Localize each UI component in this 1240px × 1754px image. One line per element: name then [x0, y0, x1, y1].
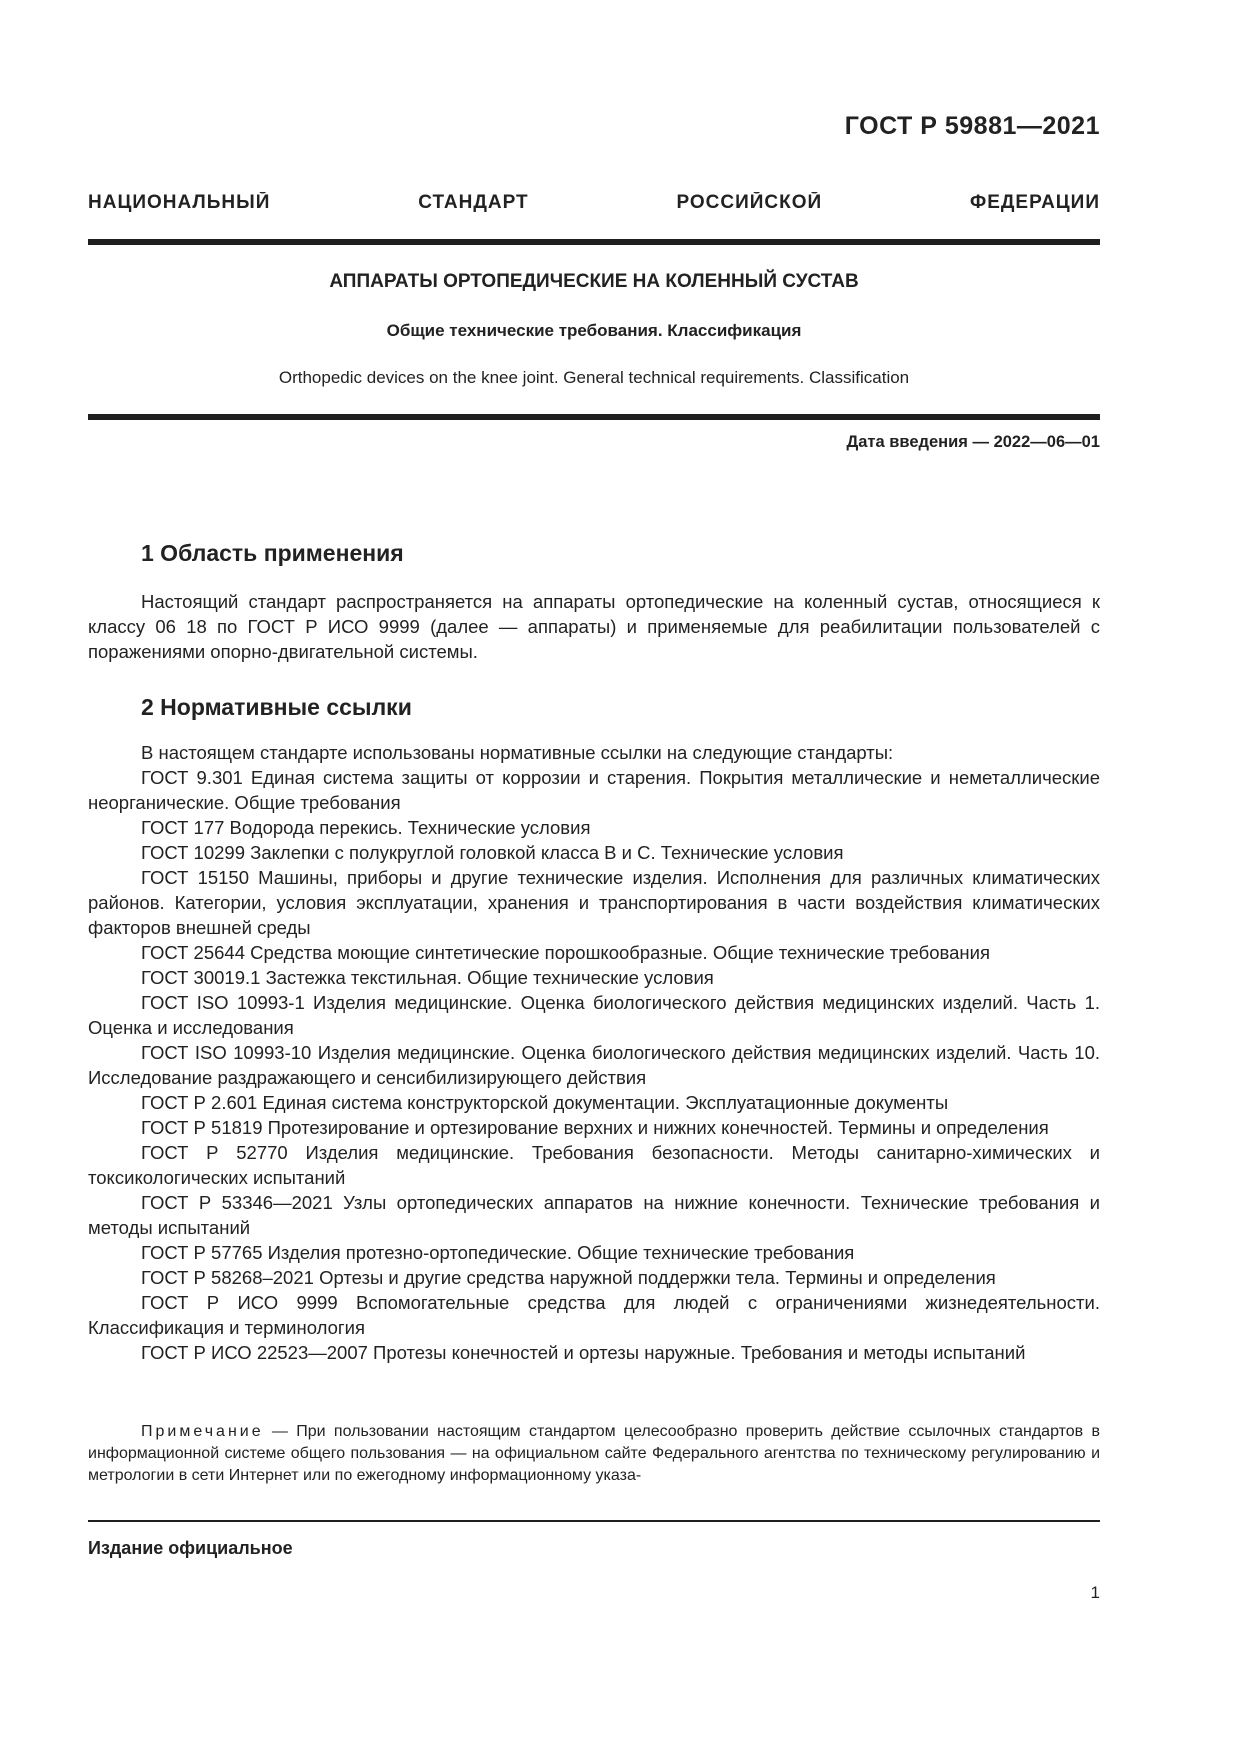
reference-item: ГОСТ 177 Водорода перекись. Технические условия	[141, 817, 591, 838]
document-subtitle: Общие технические требования. Классификация	[386, 321, 802, 340]
reference-item: ГОСТ ISO 10993-1 Изделия медицинские. Оценка биологического действия медицинских изделий. Часть 1. Оценка и исследования	[88, 992, 1100, 1038]
reference-item: ГОСТ 15150 Машины, приборы и другие технические изделия. Исполнения для различных климатических районов. Категории, условия эксплуатации, хранения и транспортирования в части воздействия климатических факторов внешней среды	[88, 867, 1100, 938]
references-note	[88, 1421, 1100, 1487]
reference-item: ГОСТ Р 58268–2021 Ортезы и другие средства наружной поддержки тела. Термины и определения	[141, 1267, 996, 1288]
references-intro: В настоящем стандарте использованы нормативные ссылки на следующие стандарты:	[141, 742, 894, 763]
reference-item: ГОСТ 10299 Заклепки с полукруглой головкой класса В и С. Технические условия	[141, 842, 844, 863]
introduction-date: Дата введения — 2022—06—01	[846, 433, 1100, 451]
reference-item: ГОСТ Р 2.601 Единая система конструкторской документации. Эксплуатационные документы	[141, 1092, 949, 1113]
reference-item: ГОСТ Р 52770 Изделия медицинские. Требования безопасности. Методы санитарно-химических и токсикологических испытаний	[88, 1142, 1100, 1188]
reference-item: ГОСТ Р ИСО 22523—2007 Протезы конечностей и ортезы наружные. Требования и методы испытаний	[141, 1342, 1026, 1363]
reference-item: ГОСТ Р ИСО 9999 Вспомогательные средства для людей с ограничениями жизнедеятельности. Классификация и терминология	[88, 1292, 1100, 1338]
reference-item: ГОСТ 30019.1 Застежка текстильная. Общие технические условия	[141, 967, 714, 988]
note-label: Примечание	[141, 1423, 264, 1440]
section-2-heading: 2 Нормативные ссылки	[141, 694, 412, 720]
top-divider	[88, 239, 1100, 245]
national-standard-banner: НАЦИОНАЛЬНЫЙ СТАНДАРТ РОССИЙСКОЙ ФЕДЕРАЦИИ	[88, 192, 1100, 213]
section-1-paragraph: Настоящий стандарт распространяется на аппараты ортопедические на коленный сустав, относящиеся к классу 06 18 по ГОСТ Р ИСО 9999 (далее — аппараты) и применяемые для реабилитации пользователей с поражениями опорно-двигательной системы.	[88, 591, 1100, 662]
document-code: ГОСТ Р 59881—2021	[844, 112, 1100, 140]
document-title: АППАРАТЫ ОРТОПЕДИЧЕСКИЕ НА КОЛЕННЫЙ СУСТАВ	[329, 271, 859, 292]
section-1-heading: 1 Область применения	[141, 540, 404, 566]
reference-item: ГОСТ 9.301 Единая система защиты от коррозии и старения. Покрытия металлические и неметаллические неорганические. Общие требования	[88, 767, 1100, 813]
section-1-body	[88, 589, 1100, 664]
reference-item: ГОСТ Р 53346—2021 Узлы ортопедических аппаратов на нижние конечности. Технические требования и методы испытаний	[88, 1192, 1100, 1238]
reference-item: ГОСТ 25644 Средства моющие синтетические порошкообразные. Общие технические требования	[141, 942, 990, 963]
page-number: 1	[1090, 1583, 1100, 1602]
reference-item: ГОСТ Р 57765 Изделия протезно-ортопедические. Общие технические требования	[141, 1242, 855, 1263]
reference-item: ГОСТ ISO 10993-10 Изделия медицинские. Оценка биологического действия медицинских изделий. Часть 10. Исследование раздражающего и сенсибилизирующего действия	[88, 1042, 1100, 1088]
footer-divider	[88, 1520, 1100, 1522]
normative-references	[88, 740, 1100, 1365]
note-paragraph	[88, 1421, 1100, 1487]
reference-item: ГОСТ Р 51819 Протезирование и ортезирование верхних и нижних конечностей. Термины и определения	[141, 1117, 1049, 1138]
official-edition-label: Издание официальное	[88, 1538, 293, 1558]
document-title-english: Orthopedic devices on the knee joint. General technical requirements. Classification	[278, 368, 910, 387]
document-page	[88, 0, 1100, 1754]
title-divider	[88, 414, 1100, 420]
note-text: — При пользовании настоящим стандартом целесообразно проверить действие ссылочных стандартов в информационной системе общего пользования — на официальном сайте Федерального агентства по техническому регулированию и метрологии в сети Интернет или по ежегодному информационному указа-	[88, 1423, 1100, 1484]
